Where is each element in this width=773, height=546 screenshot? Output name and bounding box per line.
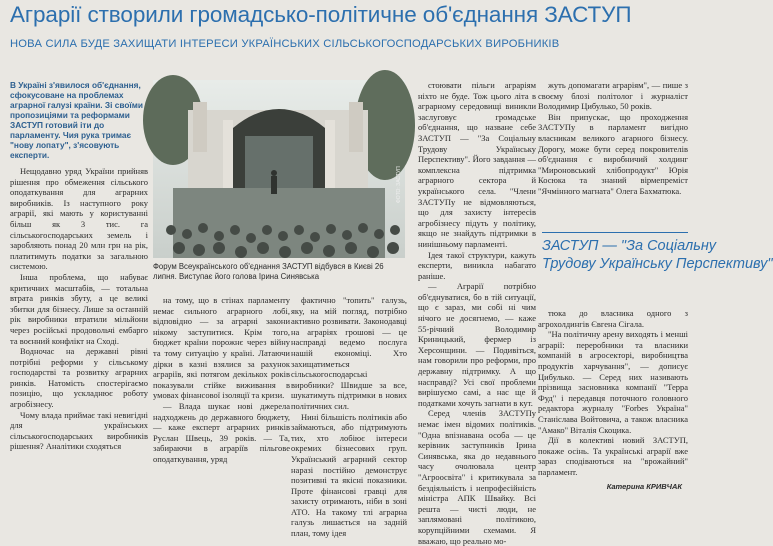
paragraph: — Аграрії потрібно об'єднуватися, бо в тій ситуації, що є зараз, ми собі ні чим нічого не досягнемо, — каже 55-річний Володимир Криницький, фермер із Херсонщини. — Подивіться, нам говорили про реформи, про державну підтримку. А що насправді? Усі свої проблеми вирішуємо самі, а нас ще й податками хочуть загнати в кут. (418, 281, 536, 408)
article-column-3 (291, 295, 407, 539)
paragraph: Водночас на державні рівні потрібні реформи у сільському господарстві та розвитку аграрних ринків. Натомість спостерігаємо позицію, що ускладнює роботу агробізнесу. (10, 346, 148, 410)
article-subheadline: НОВА СИЛА БУДЕ ЗАХИЩАТИ ІНТЕРЕСИ УКРАЇНСЬКИХ СІЛЬСЬКОГОСПОДАРСЬКИХ ВИРОБНИКІВ (10, 38, 560, 50)
article-column-5-continued (538, 308, 688, 500)
article-column-4 (418, 80, 536, 546)
article-column-5 (538, 80, 688, 228)
article-column-1 (10, 166, 148, 500)
article-column-2 (153, 295, 290, 500)
pull-quote (542, 232, 773, 302)
article-headline: Аграрії створили громадсько-політичне об'єднання ЗАСТУП (10, 2, 632, 27)
paragraph: тюка до власника одного з агрохолдингів Євгена Сігала. (538, 308, 688, 329)
photo-caption: Форум Всеукраїнського об'єднання ЗАСТУП відбувся в Києві 26 липня. Виступає його голова Ірина Синявська (153, 262, 384, 281)
paragraph: — Влада шукає нові джерела надходжень до державного бюджету, — каже експерт аграрних ринків Руслан Швець, 39 років. — Та, забираючи в аграріїв пільгове оподаткування, уряд (153, 400, 290, 464)
paragraph: Він припускає, що проходження ЗАСТУПу в парламент вигідно власникам великого агарного бізнесу. Дорогу, може бути серед покровителів об'єднання є виробничий холдинг "Мироновський хлібопродукт" Юрія Косюка та знаний вірмепреміст "Ячмінного магната" Олега Бахматюка. (538, 111, 688, 196)
pull-quote-line-2: Трудову Українську Перспективу" (542, 256, 773, 272)
paragraph: Серед членів ЗАСТУПу немає імен відомих політиків. "Одна впізнавана особа — це керівник заступників Ірина Синявська, яка до недавнього часу очолювала центр "Агроосвіта" і критикувала за бездіяльність і непрофесійність міністра АПК Швайку. Всі решта — чисті люди, не заплямовані політикою, корупційними схемами. Я вважаю, що реально мо- (418, 408, 536, 546)
photo-credit: ФОТО: ЗАСТУП (396, 166, 402, 204)
paragraph: Дії в колективі новий ЗАСТУП, покаже осінь. Та українські аграрії вже зараз сподіваються на "врожайний" парламент. (538, 435, 688, 477)
photo-illustration (153, 80, 405, 258)
pull-quote-line-1: ЗАСТУП — "За Соціальну (542, 238, 717, 254)
paragraph: стоювати пільги аграріям ніхто не буде. Тож цього літа в аграрному середовищі виникли заслуговує громадське об'єднання, що назване себе ЗАСТУП — "За Соціальну Трудову Українську Перспективу". Його завдання — комплексна підтримка аграрного сектора й українського села. "Члени ЗАСТУПу не відмовляються, що для захисту інтересів агробізнесу підуть у політику, якщо не знайдуть підтримки в нинішньому парламенті. (418, 80, 536, 249)
paragraph: жуть допомагати аграріям", — пише з своєму блозі політолог і журналіст Володимир Цибулько, 50 років. (538, 80, 688, 112)
article-author: Катерина КРИВЧАК (606, 482, 682, 491)
paragraph: Чому влада приймає такі невигідні для українських сільськогосподарських виробників рішення? Аналітики сходяться (10, 409, 148, 452)
paragraph: на тому, що в стінах парламенту немає сильного аграрного лобі, відповідно — за аграрні закони нікому заступитися. Крім того, бюджет країни порожнє через війну та тому ситуацію у країні. Латаючи дірки в казні взялися за рахунок аграріїв, які потягом декількох років показували стійке виживання в умовах фінансової ізоляції та кризи. (153, 295, 290, 401)
paragraph: Нині більшість політиків або займаються, або підтримують тих, хто лобіює інтереси окремих бізнесових груп. Український аграрний сектор наразі постійно демонструє позитивні та якісні показники. Проте фінансові гравці для захисту отримають, ніби в зоні АТО. На такому тлі аграрна галузь лишається на задній план, тому ідея (291, 411, 407, 539)
paragraph: "На політичну арену виходять і менші аграрії: переробники та власники компаній в агросекторі, виробництва продуктів харчування", — дописує Цибулько. — Серед них називають прізвища засновника компанії "Терра Фуд" і передавця поточного головного редактора журналу "Forbes Україна" Станіслава Войтовича, а також власника "Амако" Віталія Скоцика. (538, 329, 688, 435)
paragraph: Нещодавно уряд України прийняв рішення про обмеження сільського оподаткування для аграрних виробників. Із наступного року аграрії, які мають у користуванні більш як 3 тис. га сільськогосподарських земель і заробляють понад 20 млн грн на рік, платитимуть податки за загальною системою. (10, 166, 148, 272)
paragraph: фактично "топить" галузь, яку, на мій погляд, потрібно активно розвивати. Законодавці на аграріях грошові — це насправді ведемо послуга нашій економіці. Хто захищатиметься сільськогосподарські виробники? Швидше за все, шукатимуть підтримки в нових політичних сил. (291, 295, 407, 411)
article-lead: В Україні з'явилося об'єднання, сфокусоване на проблемах аграрної галузі країни. Зі своїми пропозиціями та реформами ЗАСТУП готовий іти до парламенту. Чия рука тримає "нову лопату", з'ясовують експерти. (10, 80, 143, 160)
paragraph: Інша проблема, що набуває критичних масштабів, — тотальна втрата ринків збуту, а це великі збитки для бізнесу. Лише за останній рік виробники втратили мільйони через російські продовольчі ембарго та воєнний конфлікт на Сході. (10, 271, 148, 346)
paragraph: Ідея такої структури, кажуть експерти, виникла набагато раніше. (418, 249, 536, 281)
event-photo (153, 80, 405, 258)
